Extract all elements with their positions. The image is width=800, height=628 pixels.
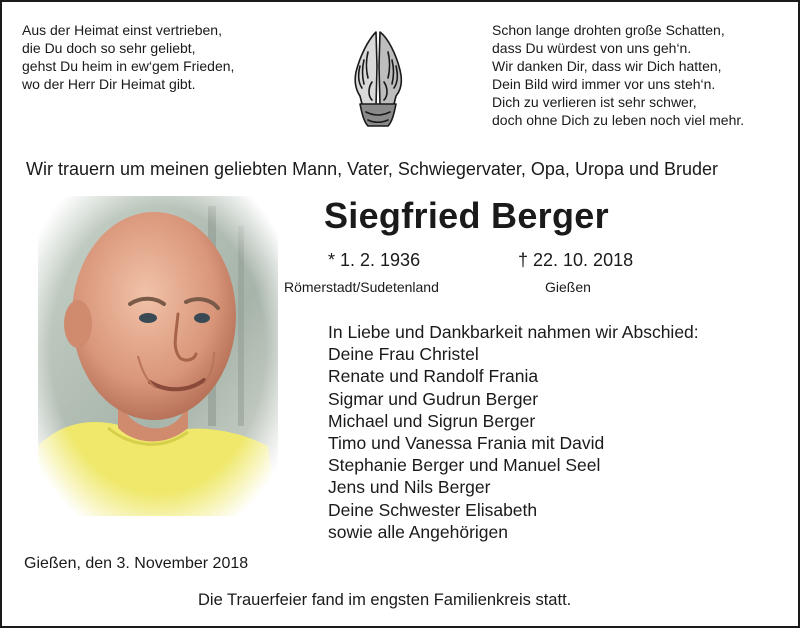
list-item: Jens und Nils Berger	[328, 477, 491, 498]
death-place: Gießen	[545, 279, 591, 295]
poem-line: Dich zu verlieren ist sehr schwer,	[492, 94, 697, 110]
birth-date: * 1. 2. 1936	[328, 250, 421, 270]
list-item: Deine Frau Christel	[328, 344, 479, 365]
list-item: Deine Schwester Elisabeth	[328, 499, 538, 520]
birth-place: Römerstadt/Sudetenland	[284, 279, 439, 295]
praying-hands-icon	[346, 26, 410, 130]
list-item: Stephanie Berger und Manuel Seel	[328, 455, 601, 476]
list-item: In Liebe und Dankbarkeit nahmen wir Abschied:	[328, 322, 699, 342]
poem-line: wo der Herr Dir Heimat gibt.	[22, 76, 196, 92]
death-date: † 22. 10. 2018	[518, 250, 634, 270]
portrait-photo	[38, 196, 278, 516]
poem-line: Schon lange drohten große Schatten,	[492, 22, 725, 38]
dateline: Gießen, den 3. November 2018	[24, 555, 249, 572]
intro-text: Wir trauern um meinen geliebten Mann, Vater, Schwiegervater, Opa, Uropa und Bruder	[26, 159, 719, 179]
list-item: Timo und Vanessa Frania mit David	[328, 433, 605, 454]
deceased-name: Siegfried Berger	[324, 195, 609, 236]
poem-line: die Du doch so sehr geliebt,	[22, 40, 196, 56]
poem-line: Wir danken Dir, dass wir Dich hatten,	[492, 58, 722, 74]
poem-line: doch ohne Dich zu leben noch viel mehr.	[492, 112, 745, 128]
poem-right	[492, 21, 744, 129]
list-item: sowie alle Angehörigen	[328, 521, 508, 542]
poem-line: Aus der Heimat einst vertrieben,	[22, 22, 222, 38]
poem-line: dass Du würdest von uns geh‘n.	[492, 40, 692, 56]
poem-left	[22, 21, 234, 93]
list-item: Sigmar und Gudrun Berger	[328, 388, 539, 409]
list-item: Michael und Sigrun Berger	[328, 410, 536, 431]
poem-line: gehst Du heim in ew‘gem Frieden,	[22, 58, 235, 74]
footer-note: Die Trauerfeier fand im engsten Familienkreis statt.	[198, 591, 572, 609]
mourners-list	[328, 321, 699, 543]
list-item: Renate und Randolf Frania	[328, 366, 539, 387]
poem-line: Dein Bild wird immer vor uns steh‘n.	[492, 76, 716, 92]
